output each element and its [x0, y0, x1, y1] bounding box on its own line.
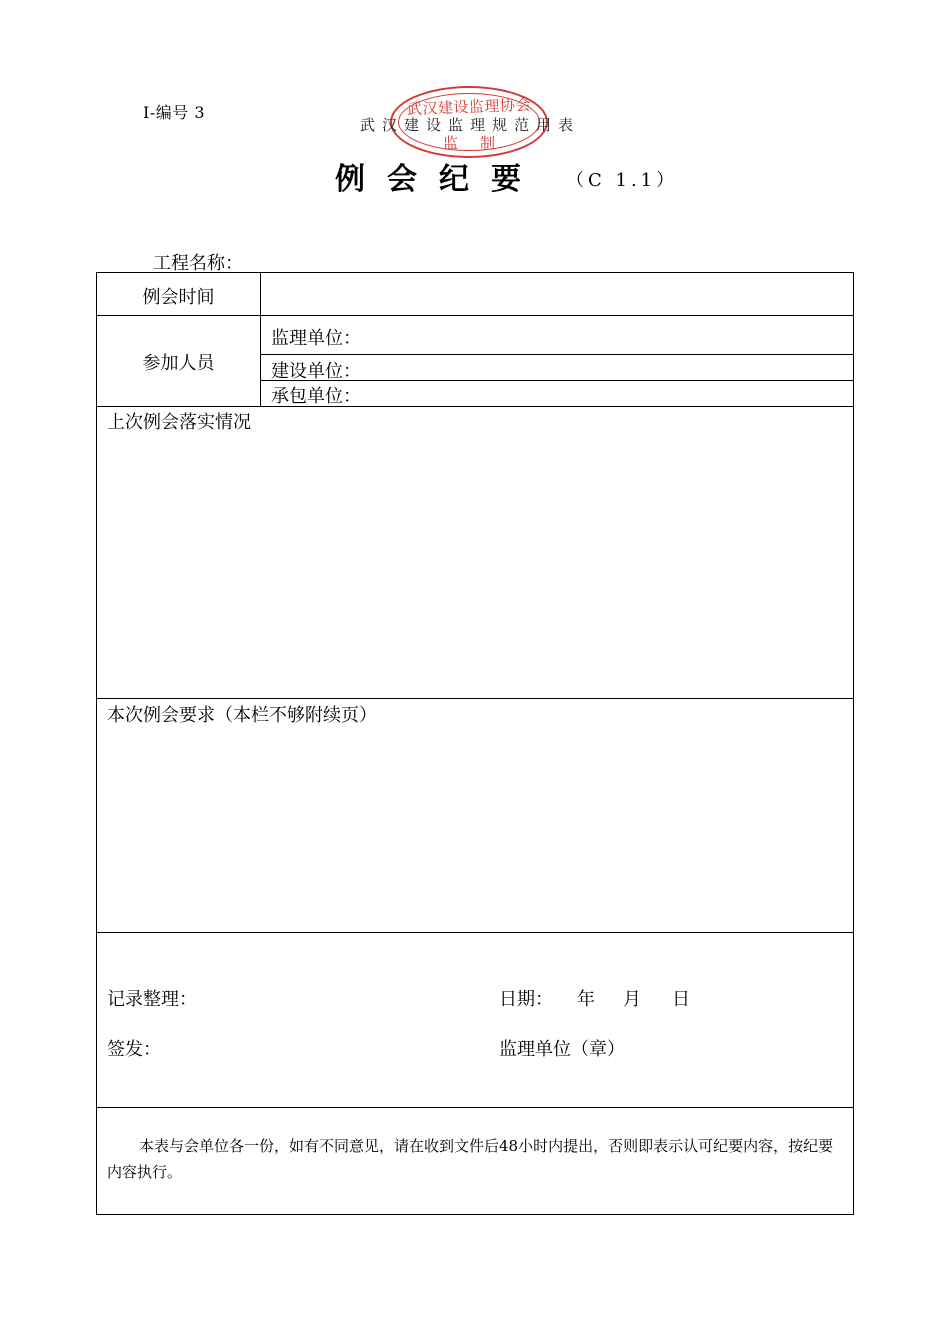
construction-unit-label: 建设单位： — [271, 361, 361, 382]
issued-by-label: 签发： — [107, 1039, 161, 1060]
previous-status-field[interactable] — [97, 433, 853, 697]
attendees-label: 参加人员 — [142, 353, 215, 374]
meeting-minutes-form — [96, 272, 854, 1215]
form-title: 例会纪要 — [335, 162, 543, 197]
row-divider — [97, 1107, 853, 1108]
meeting-time-label: 例会时间 — [142, 287, 215, 308]
form-code: （C 1.1） — [566, 170, 679, 191]
issuer-line: 武汉建设监理规范用表 — [360, 116, 581, 134]
supervision-unit-label: 监理单位： — [271, 328, 361, 349]
supervision-seal-label: 监理单位（章） — [499, 1039, 625, 1060]
year-label: 年 — [577, 989, 595, 1010]
row-divider — [97, 315, 853, 316]
row-divider — [97, 698, 853, 699]
document-number: I-编号 3 — [143, 103, 205, 122]
distribution-note: 本表与会单位各一份，如有不同意见，请在收到文件后48小时内提出，否则即表示认可纪要内容，按纪要内容执行。 — [107, 1137, 834, 1181]
meeting-time-field[interactable] — [261, 273, 853, 315]
row-divider — [97, 932, 853, 933]
row-divider — [260, 354, 853, 355]
previous-status-label: 上次例会落实情况 — [107, 412, 251, 433]
date-label: 日期： — [499, 989, 553, 1010]
stamp-bottom-text: 监制 — [442, 134, 517, 152]
current-requirements-label: 本次例会要求（本栏不够附续页） — [107, 705, 377, 726]
month-label: 月 — [623, 989, 641, 1010]
contractor-unit-label: 承包单位： — [271, 386, 361, 407]
project-name-label: 工程名称： — [153, 253, 243, 274]
day-label: 日 — [672, 989, 690, 1010]
stamp-top-text: 武汉建设监理协会 — [406, 95, 532, 119]
recorder-label: 记录整理： — [107, 989, 197, 1010]
row-divider — [97, 406, 853, 407]
current-requirements-field[interactable] — [97, 727, 853, 931]
